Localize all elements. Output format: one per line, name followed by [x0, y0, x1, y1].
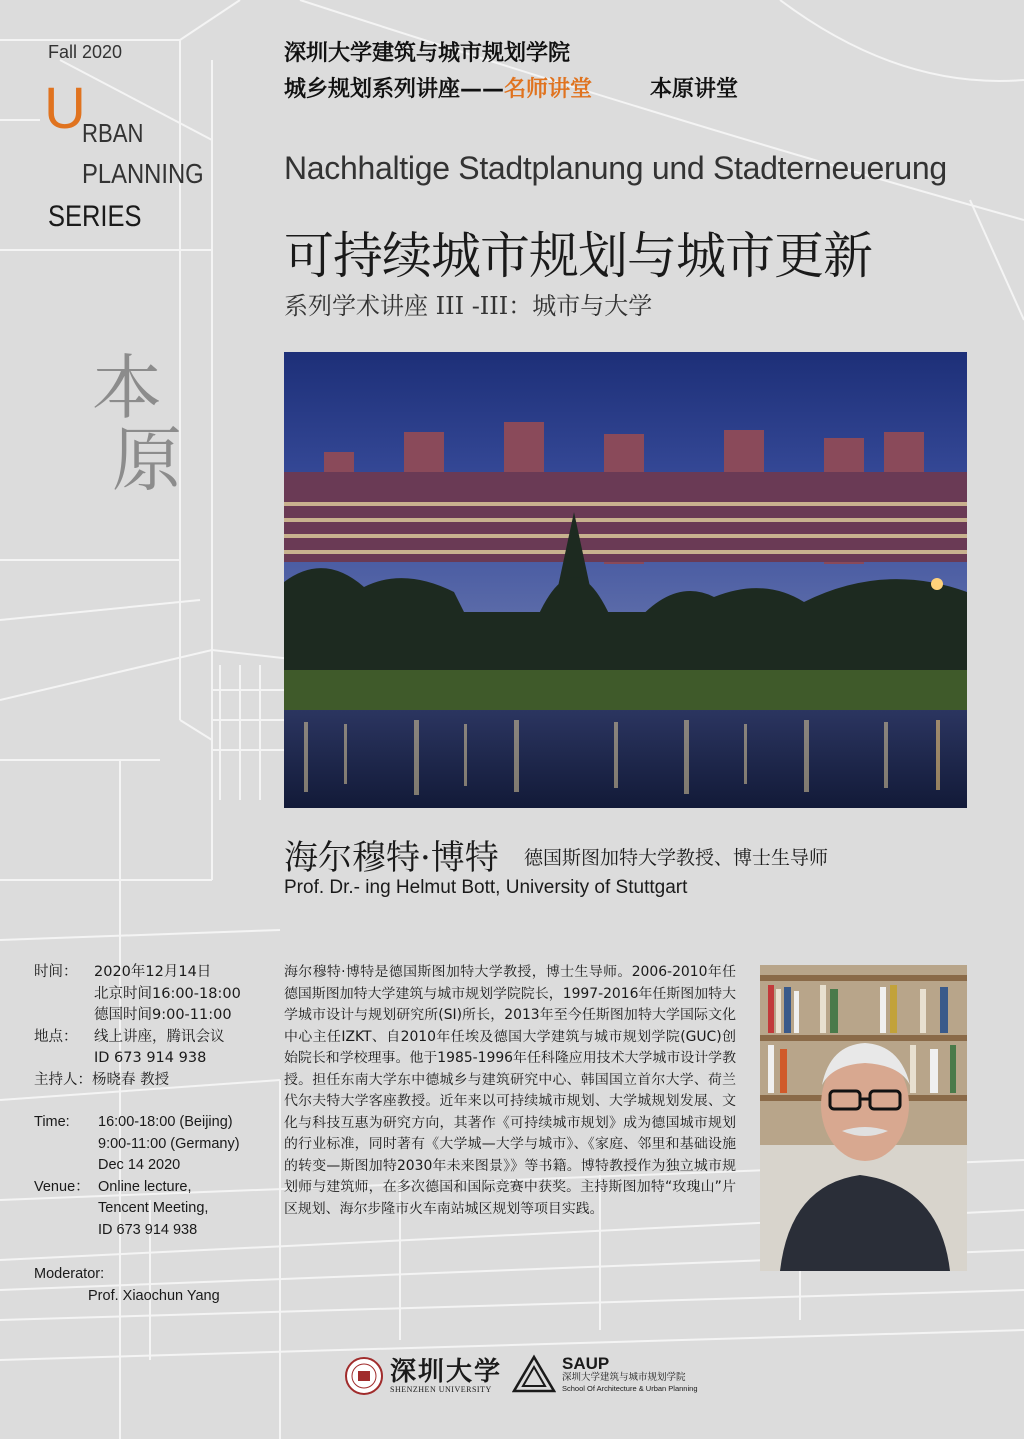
host-name: 杨晓春 教授: [92, 1071, 170, 1088]
saup-logo: [512, 1354, 698, 1394]
venue-label: 地点：: [34, 1028, 78, 1045]
lecture-title-chinese: 可持续城市规划与城市更新: [284, 227, 872, 285]
time-label-en: Time:: [34, 1114, 70, 1130]
time-beijing-en: 16:00-18:00 (Beijing): [98, 1114, 233, 1130]
benyuan-vertical-logo: [92, 347, 182, 501]
moderator-block: [34, 1264, 220, 1307]
series-suffix: 本原讲堂: [650, 77, 739, 102]
time-date: 2020年12月14日: [94, 964, 212, 980]
szu-name: 深圳大学: [390, 1356, 503, 1387]
shenzhen-university-logo: [344, 1356, 502, 1396]
host-label: 主持人：: [34, 1071, 92, 1088]
time-beijing: 北京时间16:00-18:00: [94, 985, 241, 1002]
lecture-title-german: Nachhaltige Stadtplanung und Stadterneuerung: [284, 150, 947, 186]
time-germany-en: 9:00-11:00 (Germany): [98, 1135, 240, 1152]
time-germany: 德国时间9:00-11:00: [94, 1007, 232, 1023]
speaker-biography: 海尔穆特·博特是德国斯图加特大学教授，博士生导师。2006-2010年任德国斯图加特大学建筑与城市规划学院院长，1997-2016年任斯图加特大学城市设计与规划研究所(SI)所长，2013年至今任斯图加特大学国际文化中心主任IZKT、自2010年任埃及德国大学建筑与城市规划学院(GUC)创始院长和学校理事。他于1985-1996年任科隆应用技术大学城市设计学教授。担任东南大学东中德城乡与建筑研究中心、韩国国立首尔大学、荷兰代尔夫特大学客座教授。近年来以可持续城市规划、大学城规划发展、文化与科技互惠为研究方向，其著作《可持续城市规划》成为德国城市规划的行业标准，同时著有《大学城—大学与城市》、《家庭、邻里和基础设施的转变—斯图加特2030年未来图景》》等书籍。博特教授作为独立城市规划师与建筑师，在多次德国和国际竞赛中获奖。主持斯图加特“玫瑰山”片区规划、海尔步隆市火车南站城区规划等项目实践。: [284, 964, 736, 1217]
moderator-name: Prof. Xiaochun Yang: [88, 1287, 220, 1304]
series-line: [284, 72, 738, 103]
venue-meeting-id-en: ID 673 914 938: [98, 1221, 198, 1238]
series-word-series: SERIES: [48, 200, 142, 233]
benyuan-char-bottom: 原: [112, 419, 182, 501]
saup-abbreviation: SAUP: [562, 1354, 610, 1373]
saup-chinese-name: 深圳大学建筑与城市规划学院: [562, 1372, 686, 1383]
event-info-chinese: [34, 962, 241, 1091]
series-prefix: 城乡规划系列讲座——: [284, 77, 505, 102]
venue: 线上讲座，腾讯会议: [94, 1028, 225, 1045]
series-word-planning: PLANNING: [82, 158, 204, 189]
date-en: Dec 14 2020: [98, 1157, 181, 1173]
saup-english-name: School Of Architecture & Urban Planning: [562, 1384, 698, 1393]
venue-line-2: Tencent Meeting,: [98, 1200, 209, 1216]
speaker-name-english: Prof. Dr.- ing Helmut Bott, University of Stuttgart: [284, 877, 688, 898]
university-campus-photo: [284, 352, 967, 808]
saup-triangle-icon: [512, 1354, 556, 1394]
speaker-title-chinese: 德国斯图加特大学教授、博士生导师: [524, 847, 829, 869]
venue-label-en: Venue：: [34, 1178, 90, 1195]
time-label: 时间：: [34, 964, 78, 980]
lecture-subtitle: 系列学术讲座 III -III：城市与大学: [284, 292, 653, 320]
szu-english-name: SHENZHEN UNIVERSITY: [390, 1384, 492, 1394]
event-info-english: [34, 1112, 240, 1241]
semester-label: Fall 2020: [48, 42, 123, 62]
school-name: 深圳大学建筑与城市规划学院: [284, 41, 571, 66]
speaker-name-chinese: 海尔穆特·博特: [284, 838, 499, 878]
moderator-label: Moderator:: [34, 1266, 105, 1282]
venue-meeting-id: ID 673 914 938: [94, 1050, 207, 1066]
series-accent: 名师讲堂: [504, 77, 593, 102]
university-seal-icon: [344, 1356, 384, 1396]
speaker-portrait: [760, 965, 967, 1271]
benyuan-char-top: 本: [92, 347, 162, 429]
series-word-urban: RBAN: [82, 118, 144, 148]
venue-line-1: Online lecture,: [98, 1178, 192, 1195]
series-initial: U: [44, 76, 86, 141]
